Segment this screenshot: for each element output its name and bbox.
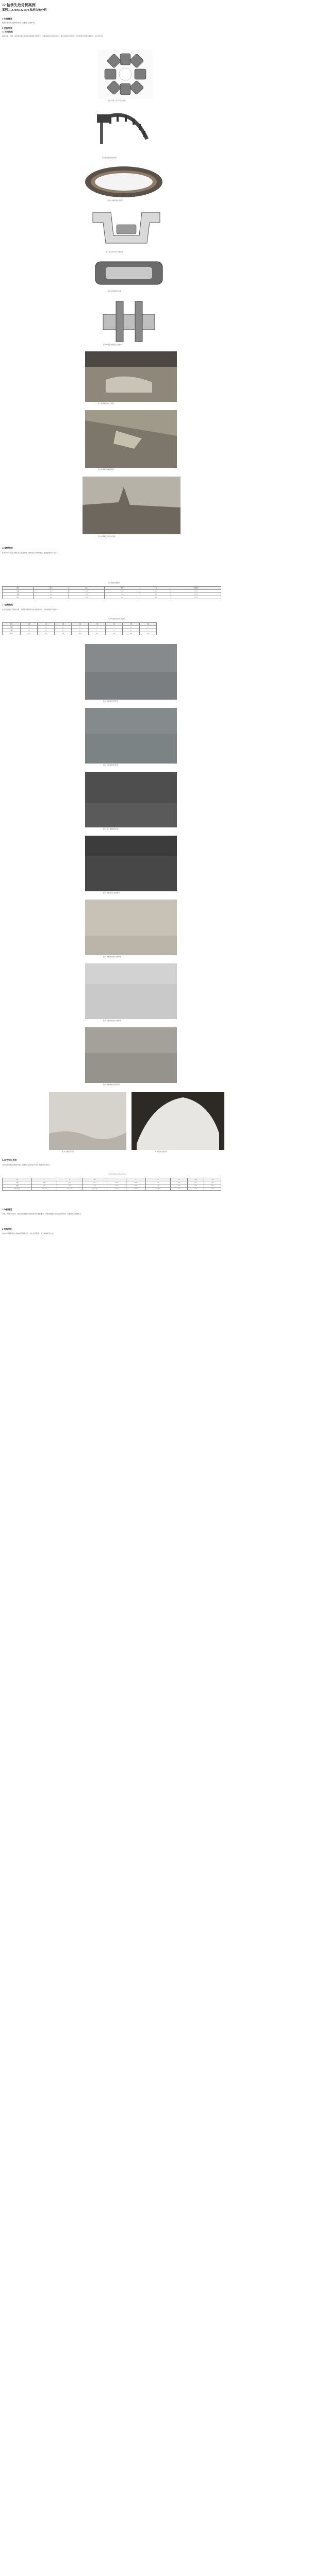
figure-13-image	[85, 836, 177, 891]
table-cell: 0.5	[55, 626, 72, 629]
table-header: Mo	[187, 1178, 204, 1181]
figure-18-caption: 图 18 裂纹尖端形貌	[155, 1151, 167, 1153]
table-cell: 内圈	[3, 1184, 32, 1188]
table-header: Mn	[82, 1178, 107, 1181]
table-cell: 标准	[3, 632, 21, 635]
table-header: C细	[89, 623, 106, 626]
figure-6-caption: 图 6 外圈滚道剥落区宏观形貌	[103, 344, 122, 346]
table-row	[3, 1188, 221, 1191]
table-cell: 0.97	[32, 1184, 57, 1188]
table-cell: 62.3	[69, 596, 105, 599]
hardness-table	[2, 586, 221, 599]
table-cell: ≤0.08	[187, 1188, 204, 1191]
section-text-1: 轴承在使用中出现断裂现象，需要进行失效分析。	[2, 22, 37, 24]
figure-9-caption: 图 9 外圈裂纹附近区域形貌	[98, 536, 116, 537]
figure-12-caption: 图 12 滚子显微组织形貌	[103, 828, 119, 830]
table-cell: 0.02	[187, 1181, 204, 1184]
table-cell: ≤0.025	[107, 1188, 126, 1191]
table-2-caption: 表 2 非金属夹杂物评级结果	[108, 618, 126, 620]
table-header: A细	[21, 623, 38, 626]
table-cell: ≤1.0	[72, 632, 89, 635]
table-cell: 61.5	[69, 593, 105, 596]
section-text-2-3: 在光学显微镜下观察外圈、内圈的显微组织及非金属夹杂物，评级结果如下表所示。	[2, 608, 60, 611]
case-title: 案例二 AJ0065324370 轴承失效分析	[2, 9, 47, 12]
table-cell: 0.5	[38, 626, 55, 629]
table-cell: 62.1	[105, 596, 140, 599]
table-row	[3, 632, 157, 635]
table-header: 部位	[3, 587, 34, 590]
figure-15-image	[85, 963, 177, 1019]
figure-10-image	[85, 644, 177, 700]
figure-7-caption: 图 7 外圈剥落区放大形貌	[98, 403, 114, 404]
figure-7-image	[85, 351, 177, 402]
table-header: D粗	[139, 623, 156, 626]
section-text-2-1: 轴承外圈、内圈、保持架及滚动体的宏观形貌如下图所示，外圈滚道存在剥落及裂纹，断口呈疲劳扩展特征，裂纹起源于滚道表面附近，向心部扩展。	[2, 35, 105, 37]
table-cell: ≤0.5	[106, 632, 123, 635]
chapter-title: 12 轴承失效分析案例	[2, 3, 36, 7]
chemistry-table	[2, 1178, 221, 1191]
table-cell: 62.0	[33, 596, 69, 599]
table-header: D细	[123, 623, 140, 626]
table-cell: 1.0	[21, 629, 38, 632]
figure-15-caption: 图 15 内圈非金属夹杂物形貌	[103, 1020, 121, 1022]
table-header: B细	[55, 623, 72, 626]
table-header: Ni	[171, 1178, 188, 1181]
figure-5-caption: 图 5 保持架断口形貌	[108, 291, 122, 292]
table-cell: 0.15~0.35	[57, 1188, 83, 1191]
figure-12-image	[85, 772, 177, 827]
table-cell: 61.2	[140, 593, 171, 596]
table-cell: 0.25	[57, 1181, 83, 1184]
table-cell: 62.1	[140, 596, 171, 599]
table-header: P	[107, 1178, 126, 1181]
table-header: A粗	[38, 623, 55, 626]
table-3-caption: 表 3 化学成分分析结果（%）	[108, 1174, 127, 1175]
table-cell: 0	[106, 629, 123, 632]
table-cell: 60~64	[171, 590, 221, 593]
table-cell: ≤1.5	[38, 632, 55, 635]
section-heading-2-1: 2.1 宏观检验	[2, 31, 13, 33]
table-header: 元素	[3, 1178, 32, 1181]
table-cell: 0.34	[82, 1184, 107, 1188]
table-cell: 0.012	[107, 1181, 126, 1184]
figure-10-caption: 图 10 外圈显微组织形貌	[103, 701, 119, 702]
table-cell: 0.98	[32, 1181, 57, 1184]
table-header: Si	[57, 1178, 83, 1181]
figure-18-image	[132, 1092, 224, 1150]
table-cell: 1.0	[21, 626, 38, 629]
table-cell: 外圈	[3, 590, 34, 593]
section-heading-2-4: 2.4 化学成分检验	[2, 1159, 17, 1161]
table-cell: 61.5	[33, 590, 69, 593]
table-cell: 0.5	[123, 629, 140, 632]
table-cell: 0	[89, 626, 106, 629]
section-text-2-2: 在HR-150A 型洛氏硬度计上测量外圈、内圈和滚动体的硬度，检测结果如下表所示。	[2, 552, 60, 554]
table-header: C粗	[106, 623, 123, 626]
table-cell: 61.7	[105, 590, 140, 593]
figure-17-image	[49, 1092, 126, 1150]
table-header: Cu	[204, 1178, 221, 1181]
section-heading-2-2: 2.2 硬度检验	[2, 547, 13, 549]
table-cell: 内圈	[3, 593, 34, 596]
table-cell: ≤0.5	[89, 632, 106, 635]
table-cell: 0.06	[204, 1181, 221, 1184]
section-heading-3: 3 分析意见	[2, 1208, 12, 1211]
table-cell: 0.05	[204, 1184, 221, 1188]
table-cell: ≤0.25	[171, 1188, 188, 1191]
figure-14-caption: 图 14 外圈非金属夹杂物形貌	[103, 956, 121, 958]
table-cell: ≤1.0	[139, 632, 156, 635]
figure-4-caption: 图 4 保持架与滚子宏观形貌	[106, 251, 123, 253]
table-cell: 0.5	[55, 629, 72, 632]
table-header: 测点3	[105, 587, 140, 590]
figure-2-image	[83, 108, 160, 157]
figure-16-image	[85, 1027, 177, 1083]
table-header: 平均	[140, 587, 171, 590]
table-cell: 外圈	[3, 626, 21, 629]
section-heading-4: 4 检验结论	[2, 1228, 12, 1230]
table-header: 标准要求	[171, 587, 221, 590]
figure-11-caption: 图 11 内圈显微组织形貌	[103, 765, 119, 766]
table-cell: 0.95~1.05	[32, 1188, 57, 1191]
table-header: B粗	[72, 623, 89, 626]
table-cell: 0	[72, 629, 89, 632]
table-cell: 0	[139, 629, 156, 632]
section-text-2-4: 采用直读光谱仪对轴承外圈、内圈进行化学成分分析，结果如下表所示。	[2, 1164, 52, 1166]
figure-9-image	[83, 477, 180, 534]
table-cell: 0.33	[82, 1181, 107, 1184]
figure-5-image	[90, 258, 168, 290]
figure-4-image	[83, 207, 170, 250]
section-text-4: 该轴承外圈滚道发生接触疲劳剥落并进一步扩展至断裂，属于接触疲劳失效。	[2, 1232, 55, 1234]
table-cell: 60~64	[171, 593, 221, 596]
figure-1-image	[98, 49, 153, 99]
figure-8-image	[85, 410, 177, 468]
table-cell: 0.02	[187, 1184, 204, 1188]
table-cell: 1.48	[145, 1184, 171, 1188]
table-1-caption: 表 1 硬度检测结果	[108, 582, 120, 584]
figure-3-caption: 图 3 外圈滚道宏观形貌	[108, 200, 123, 201]
table-cell: ≤2.0	[55, 632, 72, 635]
table-cell: 0.5	[123, 626, 140, 629]
table-cell: 61.5	[140, 590, 171, 593]
table-row	[3, 596, 221, 599]
table-cell: ≤0.020	[126, 1188, 145, 1191]
table-cell: 0.26	[57, 1184, 83, 1188]
table-cell: 0	[139, 626, 156, 629]
table-cell: ≤0.25	[204, 1188, 221, 1191]
table-cell: ≤2.5	[21, 632, 38, 635]
figure-3-image	[83, 165, 165, 199]
table-cell: 61.3	[69, 590, 105, 593]
section-heading-1: 1 失效概述	[2, 18, 12, 20]
table-cell: 滚子	[3, 596, 34, 599]
table-cell: 61.0	[105, 593, 140, 596]
figure-11-image	[85, 708, 177, 764]
table-cell: ≤1.0	[123, 632, 140, 635]
table-cell: 0.25~0.45	[82, 1188, 107, 1191]
section-heading-2-3: 2.3 金相检验	[2, 604, 13, 606]
table-cell: 61~65	[171, 596, 221, 599]
table-cell: 1.40~1.65	[145, 1188, 171, 1191]
table-cell: 内圈	[3, 629, 21, 632]
section-text-3: 外圈、内圈化学成分、硬度及显微组织均满足相关标准的要求；外圈滚道存在剥落及疲劳裂纹，失效模式为接触疲劳。	[2, 1213, 83, 1215]
figure-14-image	[85, 900, 177, 955]
figure-16-caption: 图 16 外圈渗碳层组织形貌	[103, 1084, 120, 1086]
table-cell: 0	[89, 629, 106, 632]
table-cell: 0.004	[126, 1181, 145, 1184]
table-cell: 0	[72, 626, 89, 629]
table-cell: 外圈	[3, 1181, 32, 1184]
table-header: Cr	[145, 1178, 171, 1181]
table-header: 部位	[3, 623, 21, 626]
table-cell: 0.013	[107, 1184, 126, 1188]
table-cell: 0	[106, 626, 123, 629]
table-cell: 0.5	[38, 629, 55, 632]
table-cell: 1.46	[145, 1181, 171, 1184]
figure-1-caption: 图 1 外圈、滚子的宏观形貌	[108, 100, 126, 101]
figure-6-image	[93, 299, 165, 343]
section-heading-2: 2 检验结果	[2, 27, 12, 29]
figure-17-caption: 图 17 外圈裂纹形貌	[62, 1151, 74, 1153]
table-cell: GB/T 18254	[3, 1188, 32, 1191]
figure-13-caption: 图 13 外圈剥落区截面组织	[103, 892, 120, 894]
table-cell: 0.005	[126, 1184, 145, 1188]
figure-8-caption: 图 8 外圈剥落区截面形貌	[98, 469, 114, 470]
figure-2-caption: 图 2 保持架的宏观形貌	[102, 157, 117, 159]
inclusion-table	[2, 622, 157, 635]
table-header: 测点1	[33, 587, 69, 590]
table-header: 测点2	[69, 587, 105, 590]
table-header: S	[126, 1178, 145, 1181]
table-header: C	[32, 1178, 57, 1181]
table-cell: 61.2	[33, 593, 69, 596]
table-cell: 0.04	[171, 1184, 188, 1188]
table-cell: 0.05	[171, 1181, 188, 1184]
